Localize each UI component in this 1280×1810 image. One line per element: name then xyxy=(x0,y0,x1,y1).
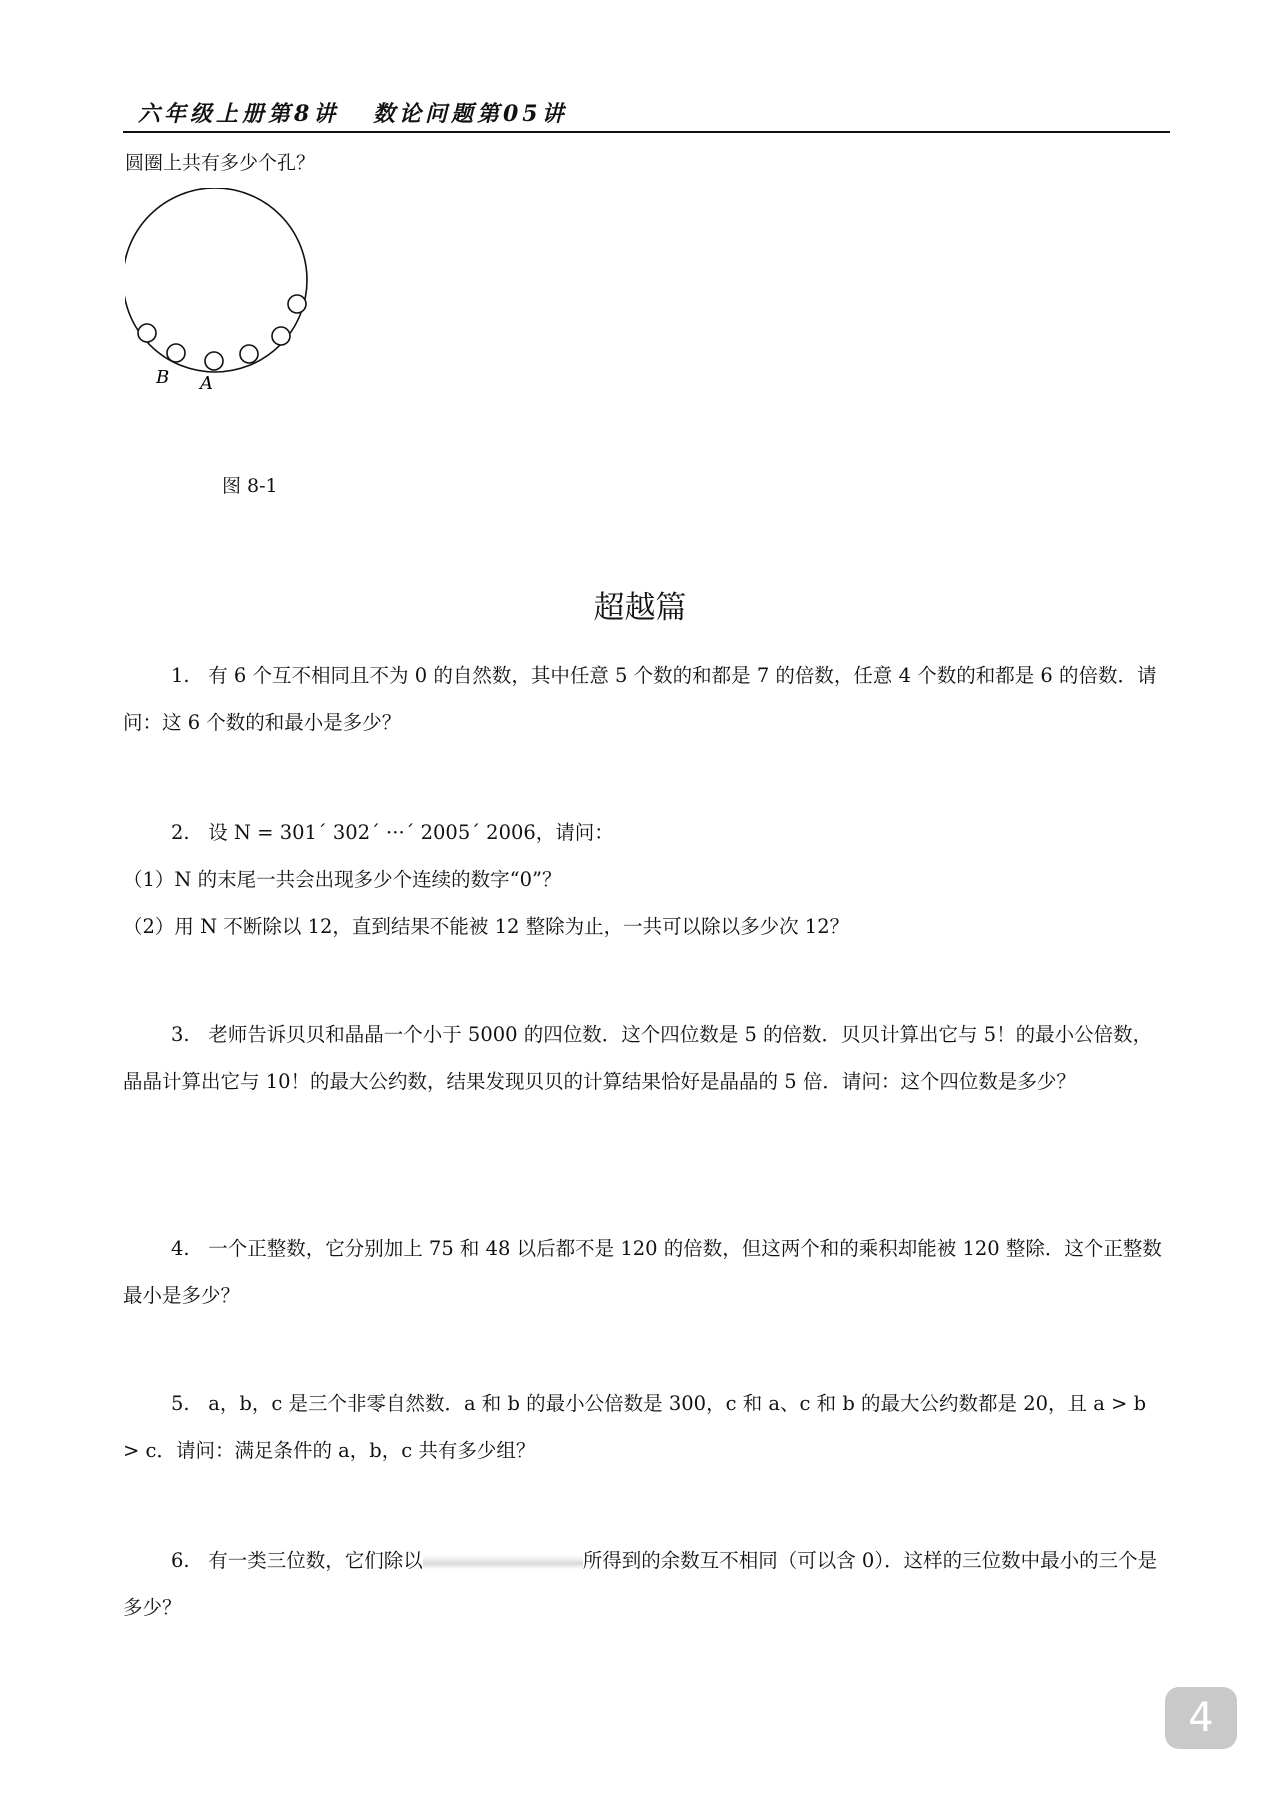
hole xyxy=(272,327,290,345)
problem-text: a，b，c 是三个非零自然数．a 和 b 的最小公倍数是 300，c 和 a、c 和 b 的最大公约数都是 20，且 a > b > c．请问：满足条件的 a，b，c 共有多少组？ xyxy=(123,1392,1147,1462)
problem-3 xyxy=(123,1011,1168,1105)
intro-question: 圆圈上共有多少个孔？ xyxy=(125,152,316,174)
header-course-title: 六年级上册第8讲 xyxy=(138,101,340,127)
figure-circle-holes xyxy=(125,188,385,518)
problem-4 xyxy=(123,1225,1168,1319)
problem-text: 一个正整数，它分别加上 75 和 48 以后都不是 120 的倍数，但这两个和的乘积却能被 120 整除．这个正整数最小是多少？ xyxy=(123,1237,1162,1307)
sub-question-2: （2）用 N 不断除以 12，直到结果不能被 12 整除为止，一共可以除以多少次 12？ xyxy=(123,915,850,938)
redacted-area xyxy=(423,1555,583,1569)
hole xyxy=(240,345,258,363)
sub-question-1: （1）N 的末尾一共会出现多少个连续的数字“0”？ xyxy=(123,868,562,891)
problem-1 xyxy=(123,652,1168,746)
problem-number: 5. xyxy=(171,1392,190,1415)
page-number-badge[interactable]: 4 xyxy=(1165,1687,1237,1749)
problem-2 xyxy=(123,809,1168,950)
hole xyxy=(205,352,223,370)
hole xyxy=(167,344,185,362)
problem-6 xyxy=(123,1537,1168,1631)
problem-number: 6. xyxy=(171,1549,190,1572)
problem-text-before: 有一类三位数，它们除以 xyxy=(208,1549,423,1572)
problem-number: 1. xyxy=(171,664,190,687)
section-title: 超越篇 xyxy=(593,590,687,626)
problem-text: 设 N = 301´ 302´ ···´ 2005´ 2006，请问： xyxy=(208,821,614,844)
problem-number: 3. xyxy=(171,1023,190,1046)
hole xyxy=(138,324,156,342)
label-a: A xyxy=(200,373,213,394)
figure-caption: 图 8-1 xyxy=(222,475,278,497)
page-header xyxy=(123,93,1170,133)
problem-number: 2. xyxy=(171,821,190,844)
problem-text: 有 6 个互不相同且不为 0 的自然数，其中任意 5 个数的和都是 7 的倍数，任意 4 个数的和都是 6 的倍数．请问：这 6 个数的和最小是多少？ xyxy=(123,664,1157,734)
problem-text: 老师告诉贝贝和晶晶一个小于 5000 的四位数．这个四位数是 5 的倍数．贝贝计算出它与 5！的最小公倍数，晶晶计算出它与 10！的最大公约数，结果发现贝贝的计算结果恰好是晶晶的 5 倍．请问：这个四位数是多少？ xyxy=(123,1023,1153,1093)
hole xyxy=(288,295,306,313)
header-topic-title: 数论问题第05讲 xyxy=(373,101,568,127)
problem-5 xyxy=(123,1380,1168,1474)
problem-text-after: 所得到的余数互不相同（可以含 0）．这样的三位数中最小的三个是多少？ xyxy=(123,1549,1158,1619)
label-b: B xyxy=(156,367,170,388)
problem-number: 4. xyxy=(171,1237,190,1260)
